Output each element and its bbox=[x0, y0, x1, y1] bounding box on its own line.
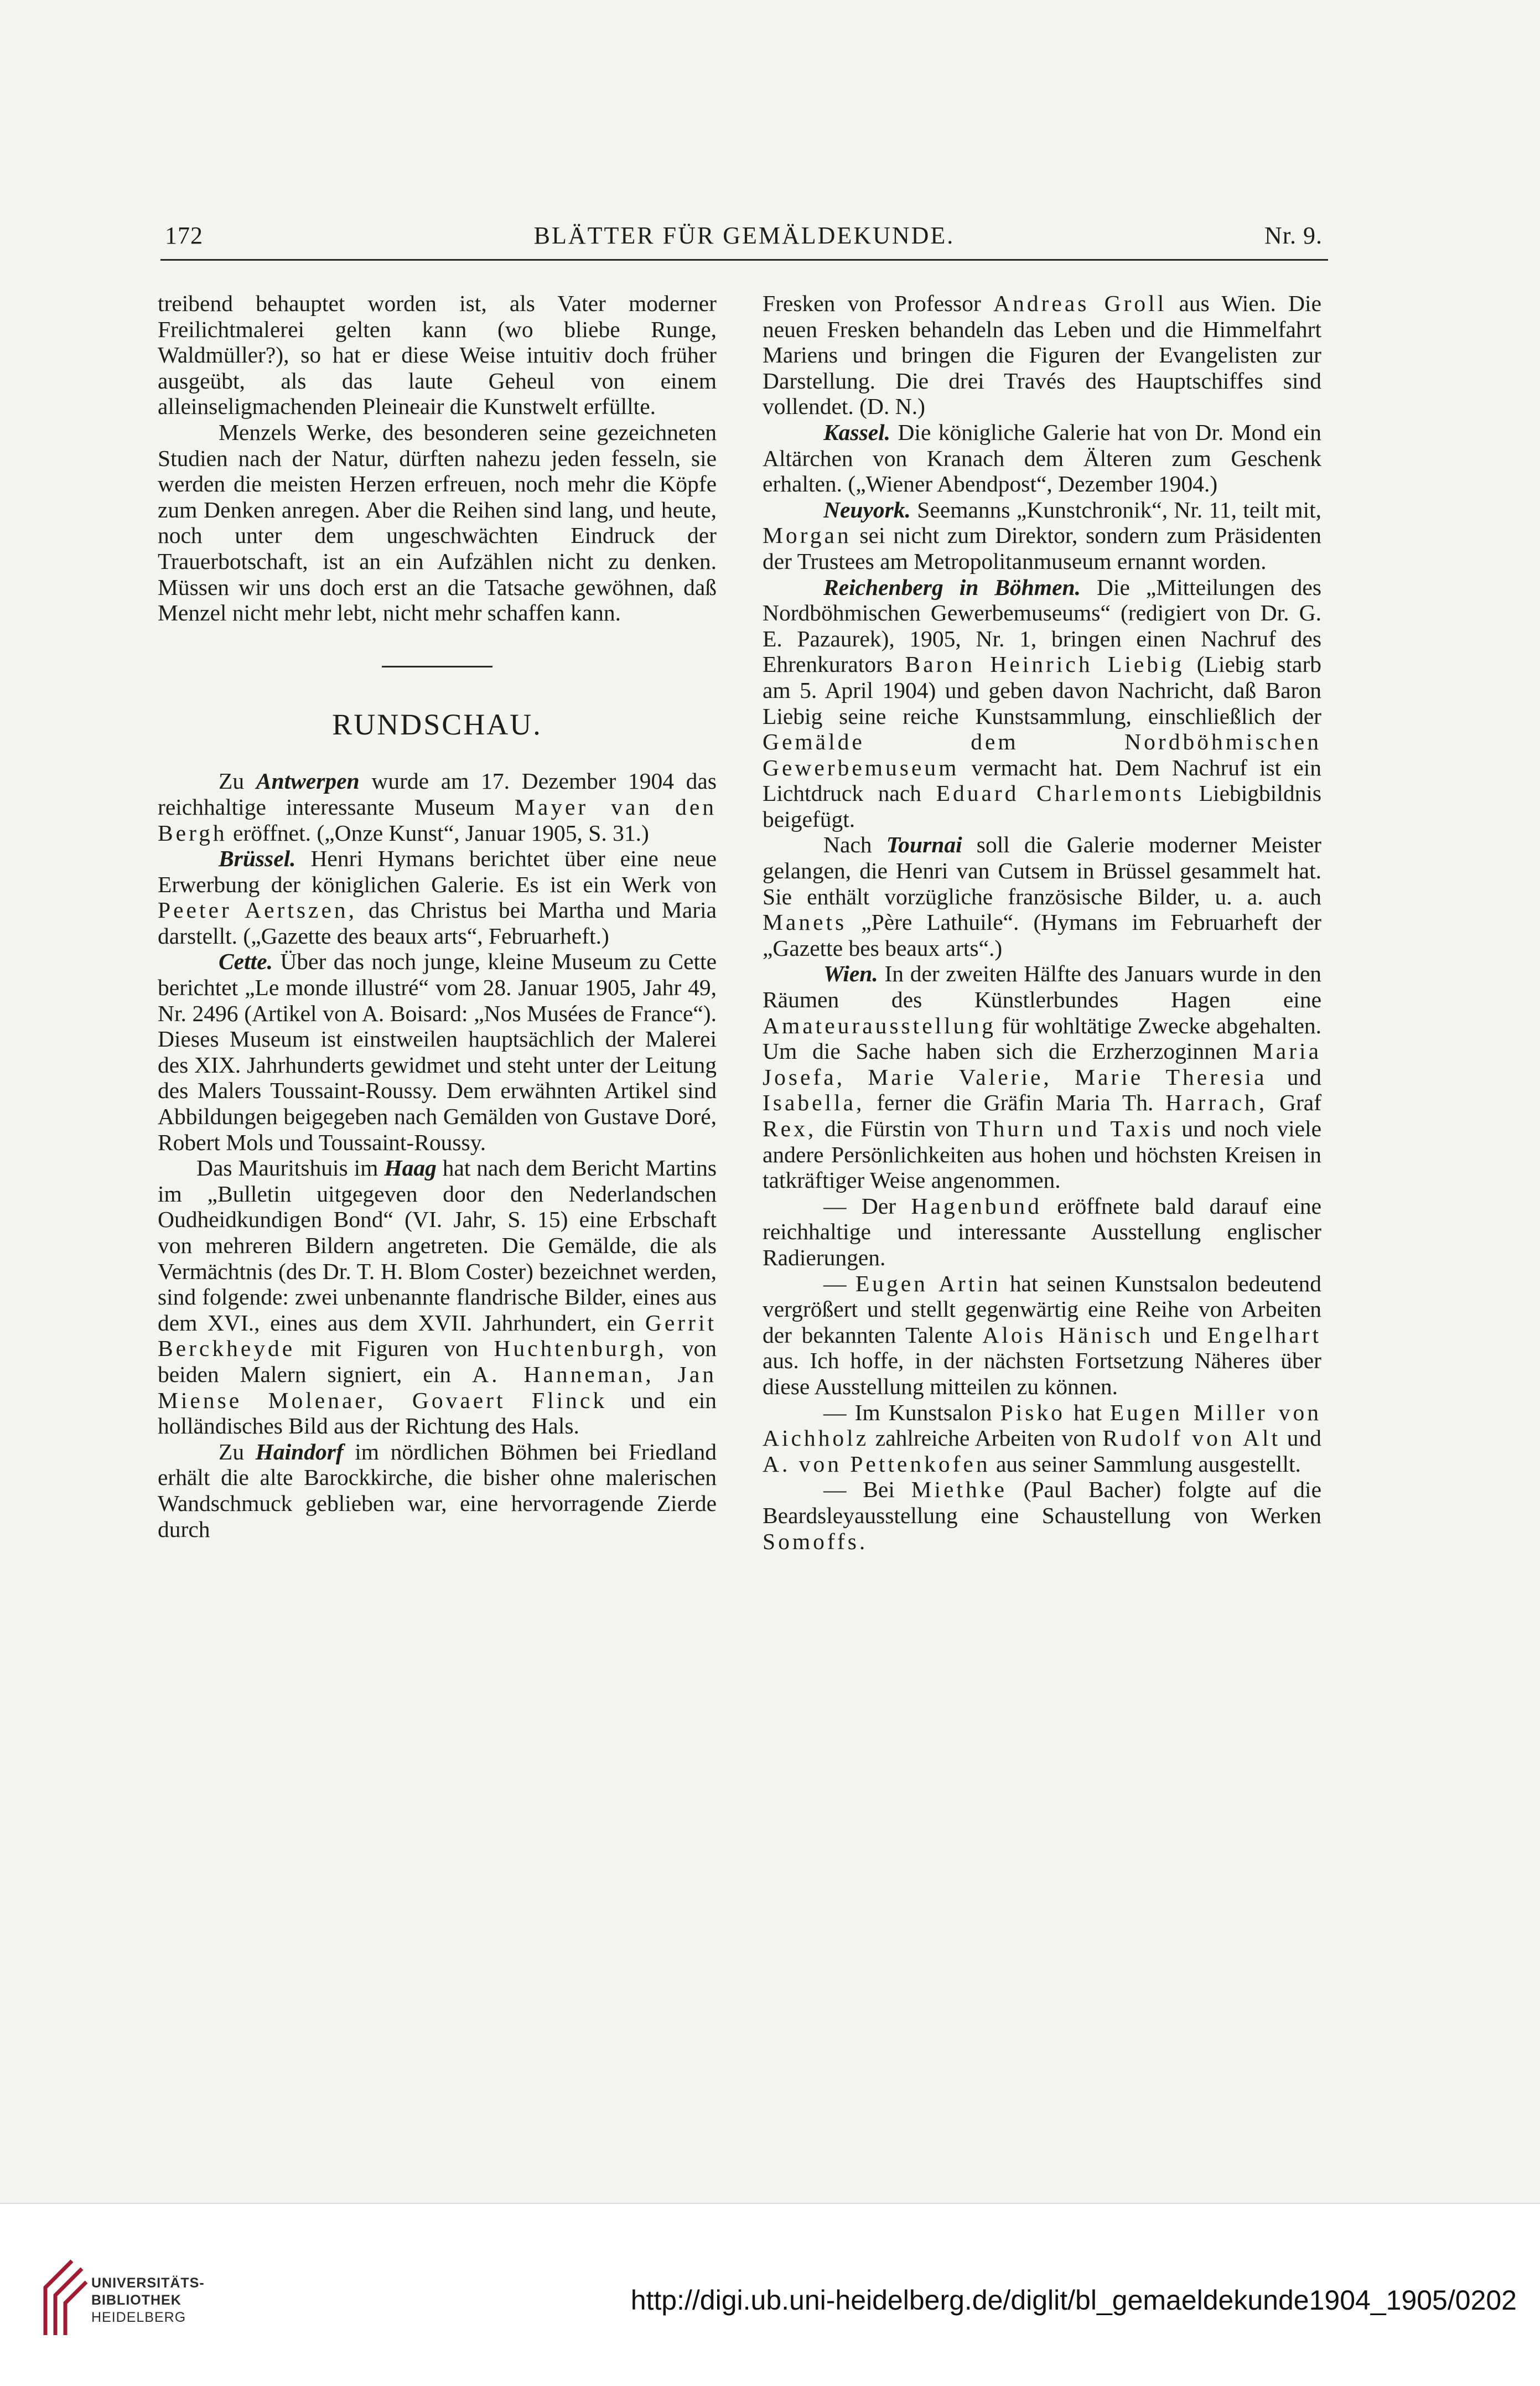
section-separator bbox=[382, 666, 492, 667]
text: mit Figuren von bbox=[310, 1336, 479, 1362]
entry-antwerpen bbox=[158, 768, 717, 846]
place-name: Brüssel. bbox=[219, 846, 296, 872]
spaced-name: A. von Pettenkofen bbox=[763, 1451, 991, 1477]
spaced-name: Hagenbund bbox=[911, 1193, 1042, 1219]
paragraph-menzel-2: Menzels Werke, des besonderen seine gezeichneten Studien nach der Natur, dürften nahezu jeden fesseln, sie werden die meisten Herzen erfreuen, noch mehr die Köpfe zum Denken anregen. Aber die Reihen sind lang, und heute, noch unter dem ungeschwächten Eindruck der Trauerbotschaft, ist an ein Aufzählen nicht zu denken. Müssen wir uns doch erst an die Tatsache gewöhnen, daß Menzel nicht mehr lebt, nicht mehr schaffen kann. bbox=[158, 419, 717, 626]
text: vermacht hat. Dem Nachruf ist ein Lichtdruck nach bbox=[763, 754, 1322, 806]
spaced-name: Harrach, bbox=[1165, 1090, 1268, 1116]
spaced-name: Rudolf von Alt bbox=[1102, 1425, 1281, 1451]
source-url[interactable]: http://digi.ub.uni-heidelberg.de/diglit/bl_gemaeldekunde1904_1905/0202 bbox=[630, 2285, 1517, 2316]
text: Graf bbox=[1279, 1090, 1322, 1116]
text: Die königliche Galerie hat von Dr. Mond ein Altärchen von Kranach dem Älteren zum Geschenk erhalten. („Wiener Abendpost“, Dezember 1904.) bbox=[763, 419, 1322, 497]
page-number: 172 bbox=[165, 222, 203, 249]
text: aus. Ich hoffe, in der nächsten Fortsetzung Näheres über diese Ausstellung mitteilen zu können. bbox=[763, 1348, 1321, 1399]
header-rule bbox=[160, 259, 1328, 261]
spaced-name: Maria Josefa, Marie Valerie, Marie Theresia bbox=[763, 1038, 1321, 1090]
spaced-name: Engelhart bbox=[1207, 1322, 1322, 1348]
text: — bbox=[823, 1270, 847, 1296]
text: und bbox=[1287, 1064, 1321, 1090]
text: eröffnet. („Onze Kunst“, Januar 1905, S. 31.) bbox=[233, 820, 649, 846]
spaced-name: A. Hanneman, Jan Miense Molenaer, Govaert Flinck bbox=[158, 1361, 717, 1413]
text: hat seinen Kunstsalon bedeutend vergrößert und stellt gegenwärtig eine Reihe von Arbeiten der bekannten Talente bbox=[763, 1270, 1321, 1348]
spaced-name: Alois Hänisch bbox=[982, 1322, 1154, 1348]
text: In der zweiten Hälfte des Januars wurde in den Räumen des Künstlerbundes Hagen eine bbox=[763, 961, 1322, 1013]
text: und bbox=[1287, 1425, 1321, 1451]
spaced-name: Mayer van den Bergh bbox=[158, 794, 717, 846]
entry-pisko bbox=[763, 1400, 1321, 1477]
text: ferner die Gräfin Maria Th. bbox=[877, 1090, 1154, 1116]
text: Die „Mitteilungen des Nordböhmischen Gewerbemuseums“ (redigiert von Dr. G. E. Pazaurek), 1905, Nr. 1, bringen einen Nachruf des Ehrenkurators bbox=[763, 574, 1321, 677]
spaced-name: Peeter Aertszen, bbox=[158, 897, 357, 923]
running-header bbox=[160, 221, 1328, 260]
text: Über das noch junge, kleine Museum zu Cette berichtet „Le monde illustré“ vom 28. Januar 1905, Jahr 49, Nr. 2496 (Artikel von A. Boisard: „Nos Musées de France“). Dieses Museum ist einstweilen hauptsächlich der Malerei des XIX. Jahrhunderts gewidmet und steht unter der Leitung des Malers Toussaint-Roussy. Dem erwähnten Artikel sind Abbildungen beigegeben nach Gemälden von Gustave Doré, Robert Mols und Toussaint-Roussy. bbox=[158, 949, 717, 1155]
text: Henri Hymans berichtet über eine neue Erwerbung der königlichen Galerie. Es ist ein Werk von bbox=[158, 846, 717, 897]
spaced-name: Thurn und Taxis bbox=[976, 1116, 1174, 1141]
spaced-name: Pisko bbox=[1000, 1399, 1065, 1425]
text: aus seiner Sammlung ausgestellt. bbox=[995, 1451, 1301, 1477]
text: und noch viele andere Persönlichkeiten aus hohen und höchsten Kreisen in tatkräftiger Weise angenommen. bbox=[763, 1116, 1322, 1193]
entry-haag bbox=[158, 1155, 717, 1439]
entry-tournai bbox=[763, 832, 1321, 961]
place-name: Wien. bbox=[823, 961, 878, 987]
library-name-line: UNIVERSITÄTS- bbox=[91, 2275, 205, 2291]
entry-miethke bbox=[763, 1477, 1321, 1554]
journal-title: BLÄTTER FÜR GEMÄLDEKUNDE. bbox=[533, 222, 955, 249]
place-name: Antwerpen bbox=[256, 768, 360, 794]
library-footer bbox=[0, 2203, 1540, 2386]
text: „Père Lathuile“. (Hymans im Februarheft der „Gazette bes beaux arts“.) bbox=[763, 909, 1321, 961]
text: aus Wien. Die neuen Fresken behandeln das Leben und die Himmelfahrt Mariens und bringen die Figuren der Evangelisten zur Darstellung. Die drei Través des Hauptschiffes sind vollendet. (D. N.) bbox=[763, 291, 1322, 420]
text: Zu bbox=[219, 1438, 245, 1464]
right-column bbox=[763, 291, 1321, 1554]
text: und bbox=[1163, 1322, 1197, 1348]
text: hat bbox=[1074, 1399, 1102, 1425]
spaced-name: Gerrit Berckheyde bbox=[158, 1310, 717, 1362]
text: Zu bbox=[219, 768, 245, 794]
logo-strokes bbox=[45, 2261, 86, 2335]
text: und ein holländisches Bild aus der Richtung des Hals. bbox=[158, 1387, 717, 1439]
spaced-name: Amateurausstellung bbox=[763, 1012, 996, 1038]
entry-cette bbox=[158, 949, 717, 1155]
text: — Im Kunstsalon bbox=[823, 1399, 992, 1425]
place-name: Cette. bbox=[219, 949, 273, 975]
spaced-name: Gemälde dem Nordböhmischen Gewerbemuseum bbox=[763, 729, 1321, 780]
text: (Liebig starb am 5. April 1904) und geben davon Nachricht, daß Baron Liebig seine reiche Kunstsammlung, einschließlich der bbox=[763, 651, 1322, 729]
text: — Der bbox=[823, 1193, 896, 1219]
place-name: Haag bbox=[384, 1155, 437, 1181]
text: Nach bbox=[823, 832, 872, 858]
left-column bbox=[158, 291, 717, 1542]
library-name-line: HEIDELBERG bbox=[91, 2310, 186, 2325]
text: Seemanns „Kunstchronik“, Nr. 11, teilt mit, bbox=[917, 496, 1322, 522]
spaced-name: Andreas Groll bbox=[993, 291, 1167, 316]
spaced-name: Eugen Artin bbox=[855, 1270, 1001, 1296]
text: hat nach dem Bericht Martins im „Bulletin uitgegeven door den Nederlandschen Oudheidkundigen Bond“ (VI. Jahr, S. 15) eine Erbschaft von mehreren Bildern angetreten. Die Gemälde, die als Vermächtnis (des Dr. T. H. Blom Coster) bezeichnet werden, sind folgende: zwei unbenannte flandrische Bilder, eines aus dem XVI., eines aus dem XVII. Jahrhundert, ein bbox=[158, 1155, 717, 1336]
place-name: Haindorf bbox=[255, 1438, 344, 1464]
spaced-name: Eduard Charlemonts bbox=[936, 780, 1185, 806]
entry-bruessel bbox=[158, 846, 717, 949]
spaced-name: Morgan bbox=[763, 522, 852, 548]
text: Fresken von Professor bbox=[763, 291, 981, 316]
entry-kassel bbox=[763, 420, 1321, 497]
text: eröffnete bald darauf eine reichhaltige und interessante Ausstellung englischer Radierungen. bbox=[763, 1193, 1322, 1270]
entry-artin bbox=[763, 1271, 1321, 1400]
text: die Fürstin von bbox=[824, 1116, 968, 1141]
text: zahlreiche Arbeiten von bbox=[875, 1425, 1096, 1451]
spaced-name: Huchtenburgh, bbox=[494, 1336, 667, 1362]
text: von beiden Malern signiert, ein bbox=[158, 1336, 717, 1387]
text: wurde am 17. Dezember 1904 das reichhaltige interessante Museum bbox=[158, 768, 717, 820]
entry-haindorf bbox=[158, 1439, 717, 1542]
spaced-name: Miethke bbox=[911, 1477, 1007, 1503]
entry-neuyork bbox=[763, 497, 1321, 574]
paragraph-menzel-1: treibend behauptet worden ist, als Vater moderner Freilichtmalerei gelten kann (wo bliebe Runge, Waldmüller?), so hat er diese Weise intuitiv doch früher ausgeübt, als das laute Geheul von einem alleinseligmachenden Pleineair die Kunstwelt erfüllte. bbox=[158, 291, 717, 420]
entry-reichenberg bbox=[763, 574, 1321, 832]
place-name: Reichenberg in Böhmen. bbox=[823, 574, 1081, 600]
text: Das Mauritshuis im bbox=[196, 1155, 378, 1181]
place-name: Kassel. bbox=[823, 419, 891, 445]
text: — Bei bbox=[823, 1477, 895, 1503]
text: im nördlichen Böhmen bei Friedland erhält die alte Barockkirche, die bisher ohne malerischen Wandschmuck geblieben war, eine hervorragende Zierde durch bbox=[158, 1438, 717, 1542]
entry-haindorf-continued bbox=[763, 291, 1321, 420]
text: das Christus bei Martha und Maria darstellt. („Gazette des beaux arts“, Februarheft.) bbox=[158, 897, 717, 949]
library-name-line: BIBLIOTHEK bbox=[91, 2292, 182, 2308]
place-name: Neuyork. bbox=[823, 496, 911, 522]
spaced-name: Isabella, bbox=[763, 1090, 865, 1116]
spaced-name: Manets bbox=[763, 909, 847, 935]
spaced-name: Rex, bbox=[763, 1116, 817, 1141]
spaced-name: Baron Heinrich Liebig bbox=[905, 651, 1185, 677]
text: für wohltätige Zwecke abgehalten. Um die Sache haben sich die Erzherzoginnen bbox=[763, 1012, 1321, 1064]
entry-hagenbund bbox=[763, 1193, 1321, 1271]
text: Liebigbildnis beigefügt. bbox=[763, 780, 1322, 832]
text: soll die Galerie moderner Meister gelangen, die Henri van Cutsem in Brüssel gesammelt hat. Sie enthält vorzügliche französische Bilder, u. a. auch bbox=[763, 832, 1322, 909]
library-name bbox=[91, 2275, 205, 2326]
entry-wien bbox=[763, 961, 1321, 1193]
place-name: Tournai bbox=[886, 832, 962, 858]
text: sei nicht zum Direktor, sondern zum Präsidenten der Trustees am Metropolitanmuseum ernannt worden. bbox=[763, 522, 1322, 574]
spaced-name: Somoffs. bbox=[763, 1528, 868, 1554]
text: (Paul Bacher) folgte auf die Beardsleyausstellung eine Schaustellung von Werken bbox=[763, 1477, 1322, 1528]
library-logo-icon bbox=[39, 2256, 89, 2340]
section-title: RUNDSCHAU. bbox=[332, 707, 542, 741]
spaced-name: Eugen Miller von Aichholz bbox=[763, 1399, 1322, 1451]
issue-number: Nr. 9. bbox=[1264, 222, 1323, 249]
